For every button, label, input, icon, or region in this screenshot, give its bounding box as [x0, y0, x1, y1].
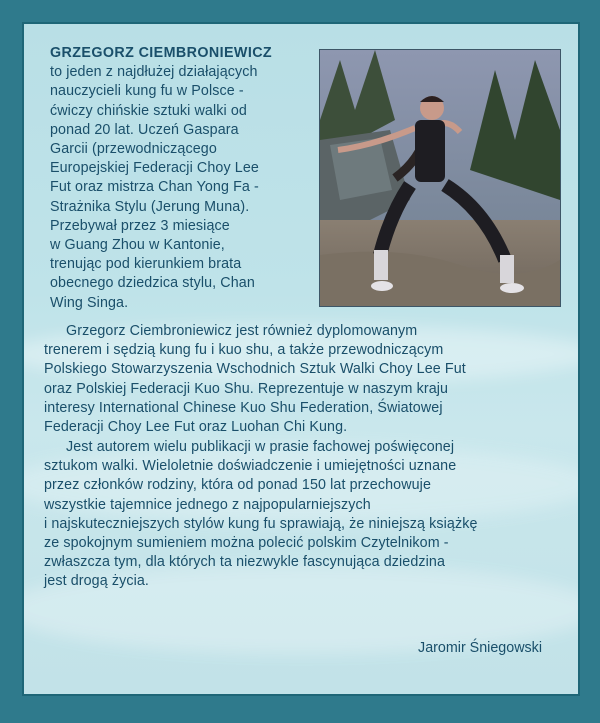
paragraph-line: przez członków rodziny, która od ponad 150 lat przechowuje [44, 477, 431, 494]
paragraph-line: Federacji Choy Lee Fut oraz Luohan Chi Kung. [44, 419, 348, 436]
kung-fu-stance-photo [320, 50, 560, 306]
paragraph-line: zwłaszcza tym, dla których ta niezwykle fascynująca dziedzina [44, 554, 446, 571]
intro-line: ćwiczy chińskie sztuki walki od [50, 102, 247, 119]
intro-line: Europejskiej Federacji Choy Lee [50, 160, 259, 177]
author-name: GRZEGORZ CIEMBRONIEWICZ [50, 45, 273, 61]
paragraph-line: trenerem i sędzią kung fu i kuo shu, a także przewodniczącym [44, 342, 444, 359]
intro-line: ponad 20 lat. Uczeń Gaspara [50, 121, 239, 138]
paragraph-line: Jest autorem wielu publikacji w prasie fachowej poświęconej [66, 439, 455, 455]
paragraph-credentials [44, 322, 569, 437]
intro-line: trenując pod kierunkiem brata [50, 256, 242, 273]
cover-panel [22, 22, 580, 696]
paragraph-line: oraz Polskiej Federacji Kuo Shu. Reprezentuje w naszym kraju [44, 380, 449, 397]
author-intro [50, 44, 320, 313]
paragraph-line: ze spokojnym sumieniem można polecić polskim Czytelnikom - [44, 535, 449, 552]
paragraph-line: wszystkie tajemnice jednego z najpopularniejszych [44, 496, 371, 513]
paragraph-line: Grzegorz Ciembroniewicz jest również dyplomowanym [66, 323, 418, 339]
intro-line: Garcii (przewodniczącego [50, 141, 217, 158]
paragraph-line: i najskuteczniejszych stylów kung fu sprawiają, że niniejszą książkę [44, 515, 478, 532]
intro-line: obecnego dziedzica stylu, Chan [50, 275, 255, 292]
intro-line: to jeden z najdłużej działających [50, 64, 258, 81]
paragraph-line: Polskiego Stowarzyszenia Wschodnich Sztuk Walki Choy Lee Fut [44, 361, 466, 378]
intro-line: Wing Singa. [50, 294, 129, 311]
paragraph-line: sztukom walki. Wieloletnie doświadczenie i umiejętności uznane [44, 458, 457, 475]
signature: Jaromir Śniegowski [418, 640, 542, 656]
author-photo [319, 49, 561, 307]
intro-line: w Guang Zhou w Kantonie, [50, 237, 225, 254]
paragraph-line: jest drogą życia. [44, 573, 150, 590]
intro-line: Przebywał przez 3 miesiące [50, 217, 230, 234]
intro-line: Fut oraz mistrza Chan Yong Fa - [50, 179, 259, 196]
intro-line: Strażnika Stylu (Jerung Muna). [50, 198, 250, 215]
paragraph-line: interesy International Chinese Kuo Shu Federation, Światowej [44, 399, 443, 416]
intro-line: nauczycieli kung fu w Polsce - [50, 83, 244, 100]
paragraph-publications [44, 438, 569, 592]
